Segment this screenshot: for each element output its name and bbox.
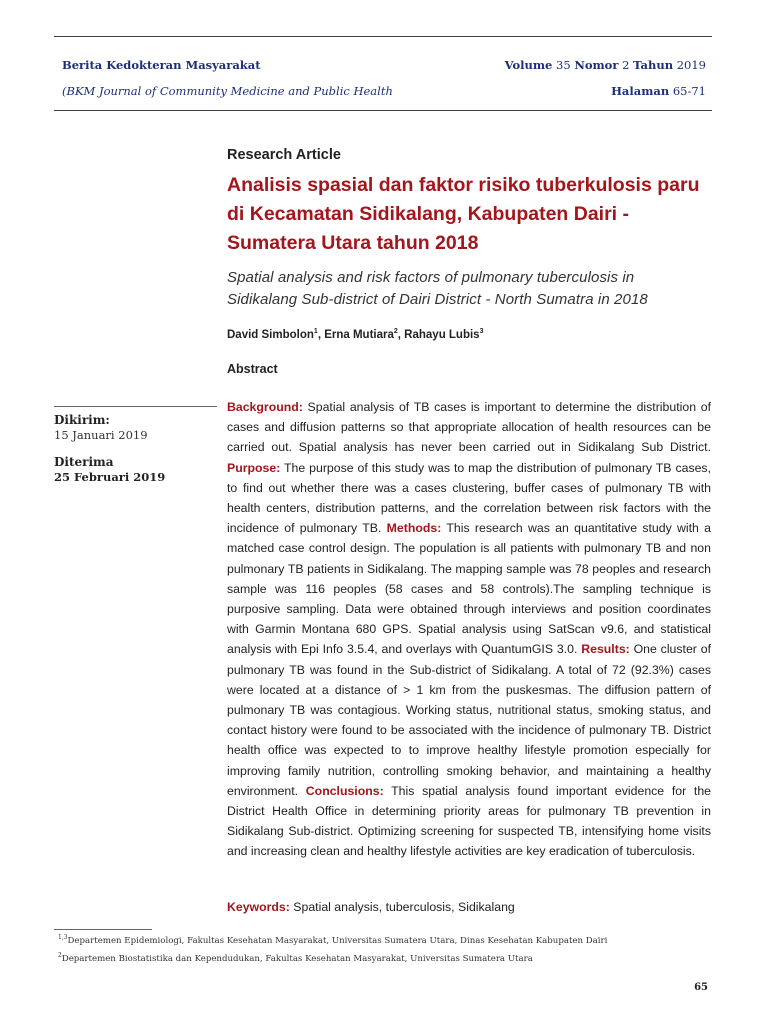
article-type: Research Article <box>227 147 341 163</box>
issue-info <box>505 52 706 104</box>
footnote-text: Departemen Epidemiologi, Fakultas Kesehatan Masyarakat, Universitas Sumatera Utara, Dinas Kesehatan Kabupaten Dairi <box>67 935 608 946</box>
author-affiliation-mark: 1 <box>313 328 318 335</box>
footnote-mark: 1,3 <box>58 934 68 941</box>
author-name: David Simbolon <box>227 328 314 341</box>
accepted-date: 25 Februari 2019 <box>54 470 166 484</box>
purpose-text: The purpose of this study was to map the distribution of pulmonary TB cases, to find out whether there was a cases clustering, buffer cases of pulmonary TB with health centers, distribution patterns, and the correlation between risk factors with the incidence of pulmonary TB. <box>227 460 711 536</box>
subtitle-line: Spatial analysis and risk factors of pulmonary tuberculosis in <box>227 269 635 286</box>
background-text: Spatial analysis of TB cases is important to determine the distribution of cases and diffusion patterns so that appropriate allocation of health resources can be carried out. Spatial analysis has never been carried out in Sidikalang Sub District. <box>227 400 711 455</box>
results-text: One cluster of pulmonary TB was found in the Sub-district of Sidikalang. A total of 72 (92.3%) cases were located at a distance of > 1 km from the puskesmas. The diffusion pattern of pulmonary TB was contagious. Working status, nutritional status, smoking status, and contact history were found to be associated with the incidence of pulmonary TB. District health office was expected to to improve healthy lifestyle promotion especially for improving family nutrition, controlling smoking behavior, and maintaining a healthy environment. <box>227 642 711 798</box>
author-separator: , <box>317 328 325 341</box>
number-label: Nomor <box>574 58 619 72</box>
keywords-label: Keywords: <box>227 900 290 914</box>
author-affiliation-mark: 2 <box>393 328 398 335</box>
abstract-body <box>227 397 711 862</box>
footnote <box>58 934 607 946</box>
subtitle-line: Sidikalang Sub-district of Dairi District - North Sumatra in 2018 <box>227 291 648 308</box>
keywords <box>227 900 711 914</box>
footnote-rule <box>54 929 152 930</box>
keywords-text: Spatial analysis, tuberculosis, Sidikalang <box>289 900 515 914</box>
footnote <box>58 952 533 964</box>
background-heading: Background: <box>227 400 303 414</box>
author-name: Rahayu Lubis <box>404 328 480 341</box>
journal-header <box>62 52 393 104</box>
conclusions-text: This spatial analysis found important evidence for the District Health Office in determining priority areas for pulmonary TB prevention in Sidikalang Sub-district. Optimizing screening for suspected TB, intensifying home visits and increasing clean and healthy lifestyle activities are key eradication of tuberculosis. <box>227 783 711 859</box>
article-title: Analisis spasial dan faktor risiko tuberkulosis paru di Kecamatan Sidikalang, Kabupaten Dairi - Sumatera Utara tahun 2018 <box>227 174 700 254</box>
results-heading: Results: <box>581 642 630 657</box>
abstract-heading: Abstract <box>227 362 278 376</box>
pages-value: 65-71 <box>672 84 706 98</box>
author-affiliation-mark: 3 <box>479 328 484 335</box>
pages-line <box>505 78 706 104</box>
pages-label: Halaman <box>611 84 670 98</box>
header-bottom-rule <box>54 110 712 111</box>
author-separator: , <box>397 328 405 341</box>
accepted-label: Diterima <box>54 455 114 469</box>
number-value: 2 <box>622 58 630 72</box>
methods-text: This research was an quantitative study with a matched case control design. The population is all patients with pulmonary TB and non pulmonary TB patients in Sidikalang. The mapping sample was 78 peoples and research sample was 116 peoples (58 cases and 58 controls).The sampling technique is purposive sampling. Data were obtained through interviews and position coordinates with Garmin Montana 680 GPS. Spatial analysis using SatScan v9.6, and statistical analysis with Epi Info 3.5.4, and overlays with QuantumGIS 3.0. <box>227 521 711 657</box>
submitted-label: Dikirim: <box>54 413 110 427</box>
author-list <box>227 328 711 341</box>
article-subtitle <box>227 267 711 311</box>
journal-title: Berita Kedokteran Masyarakat <box>62 58 261 72</box>
author-name: Erna Mutiara <box>324 328 394 341</box>
methods-heading: Methods: <box>386 521 442 536</box>
volume-label: Volume <box>504 58 553 72</box>
submission-dates <box>54 413 204 484</box>
footnote-text: Departemen Biostatistika dan Kependudukan, Fakultas Kesehatan Masyarakat, Universitas Sumatera Utara <box>61 953 533 964</box>
sidebar-rule <box>54 406 217 407</box>
volume-value: 35 <box>556 58 571 72</box>
purpose-heading: Purpose: <box>227 460 281 475</box>
page-number: 65 <box>694 982 708 993</box>
journal-subtitle: (BKM Journal of Community Medicine and Public Health <box>62 84 393 98</box>
year-value: 2019 <box>676 58 706 72</box>
conclusions-heading: Conclusions: <box>305 783 384 798</box>
submitted-date: 15 Januari 2019 <box>54 428 148 442</box>
header-top-rule <box>54 36 712 37</box>
footnote-mark: 2 <box>58 952 62 959</box>
volume-line <box>505 52 706 78</box>
year-label: Tahun <box>633 58 674 72</box>
